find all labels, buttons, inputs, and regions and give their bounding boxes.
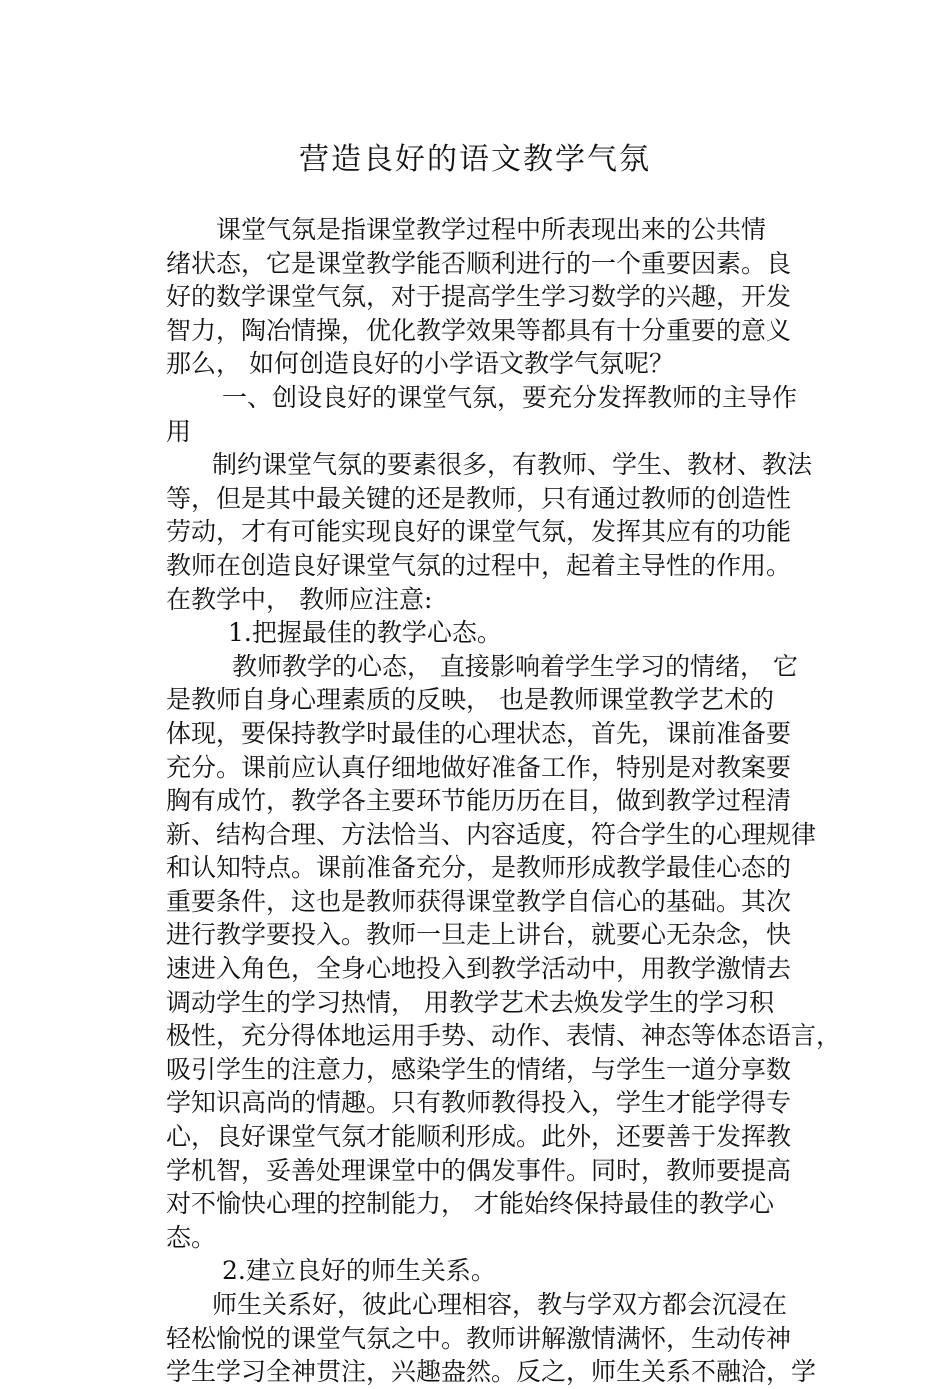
paragraph-line: 是教师自身心理素质的反映， 也是教师课堂教学艺术的 (166, 685, 774, 715)
paragraph-line: 重要条件，这也是教师获得课堂教学自信心的基础。其次 (166, 886, 792, 916)
paragraph-line: 智力，陶冶情操，优化教学效果等都具有十分重要的意义 (166, 315, 792, 345)
paragraph-line: 教师教学的心态， 直接影响着学生学习的情绪， 它 (232, 651, 798, 681)
paragraph-line: 体现，要保持教学时最佳的心理状态，首先，课前准备要 (166, 718, 792, 748)
document-body (166, 213, 842, 1389)
paragraph-line: 那么， 如何创造良好的小学语文教学气氛呢？ (166, 349, 674, 379)
paragraph-line: 绪状态，它是课堂教学能否顺利进行的一个重要因素。良 (166, 248, 792, 278)
paragraph-line: 和认知特点。课前准备充分，是教师形成教学最佳心态的 (166, 853, 792, 883)
paragraph-line: 学生学习全神贯注，兴趣盎然。反之，师生关系不融洽，学 (166, 1357, 817, 1387)
paragraph-line: 在教学中， 教师应注意: (166, 584, 433, 614)
section-heading-line: 用 (166, 416, 192, 446)
paragraph-line: 速进入角色，全身心地投入到教学活动中，用教学激情去 (166, 954, 792, 984)
paragraph-line: 等，但是其中最关键的还是教师，只有通过教师的创造性 (166, 483, 792, 513)
paragraph-line: 对不愉快心理的控制能力， 才能始终保持最佳的教学心 (166, 1189, 774, 1219)
paragraph-line: 调动学生的学习热情， 用教学艺术去焕发学生的学习积 (166, 987, 774, 1017)
paragraph-line: 心，良好课堂气氛才能顺利形成。此外，还要善于发挥教 (166, 1122, 792, 1152)
paragraph-line: 充分。课前应认真仔细地做好准备工作，特别是对教案要 (166, 752, 792, 782)
paragraph-line: 态。 (166, 1222, 217, 1252)
paragraph-line: 好的数学课堂气氛，对于提高学生学习数学的兴趣，开发 (166, 282, 792, 312)
paragraph-line: 劳动，才有可能实现良好的课堂气氛，发挥其应有的功能 (166, 517, 792, 547)
paragraph-line: 学机智，妥善处理课堂中的偶发事件。同时，教师要提高 (166, 1155, 792, 1185)
paragraph-line: 吸引学生的注意力，感染学生的情绪，与学生一道分享数 (166, 1054, 792, 1084)
paragraph-line: 新、结构合理、方法恰当、内容适度，符合学生的心理规律 (166, 819, 817, 849)
paragraph-line: 胸有成竹，教学各主要环节能历历在目，做到教学过程清 (166, 786, 792, 816)
subheading-line: 1.把握最佳的教学心态。 (228, 618, 502, 648)
paragraph-line: 师生关系好，彼此心理相容，教与学双方都会沉浸在 (212, 1290, 788, 1319)
subheading-line: 2.建立良好的师生关系。 (222, 1256, 496, 1286)
document-title: 营造良好的语文教学气氛 (299, 142, 651, 177)
paragraph-line: 进行教学要投入。教师一旦走上讲台，就要心无杂念，快 (166, 920, 792, 950)
paragraph-line: 教师在创造良好课堂气氛的过程中，起着主导性的作用。 (166, 550, 792, 580)
paragraph-line: 学知识高尚的情趣。只有教师教得投入，学生才能学得专 (166, 1088, 792, 1118)
paragraph-line: 制约课堂气氛的要素很多，有教师、学生、教材、教法 (212, 450, 813, 480)
paragraph-line: 轻松愉悦的课堂气氛之中。教师讲解激情满怀，生动传神 (166, 1323, 792, 1353)
paragraph-line: 课堂气氛是指课堂教学过程中所表现出来的公共情 (216, 215, 767, 244)
paragraph-line: 极性，充分得体地运用手势、动作、表情、神态等体态语言， (166, 1021, 842, 1051)
section-heading-line: 一、创设良好的课堂气氛，要充分发挥教师的主导作 (222, 382, 798, 412)
